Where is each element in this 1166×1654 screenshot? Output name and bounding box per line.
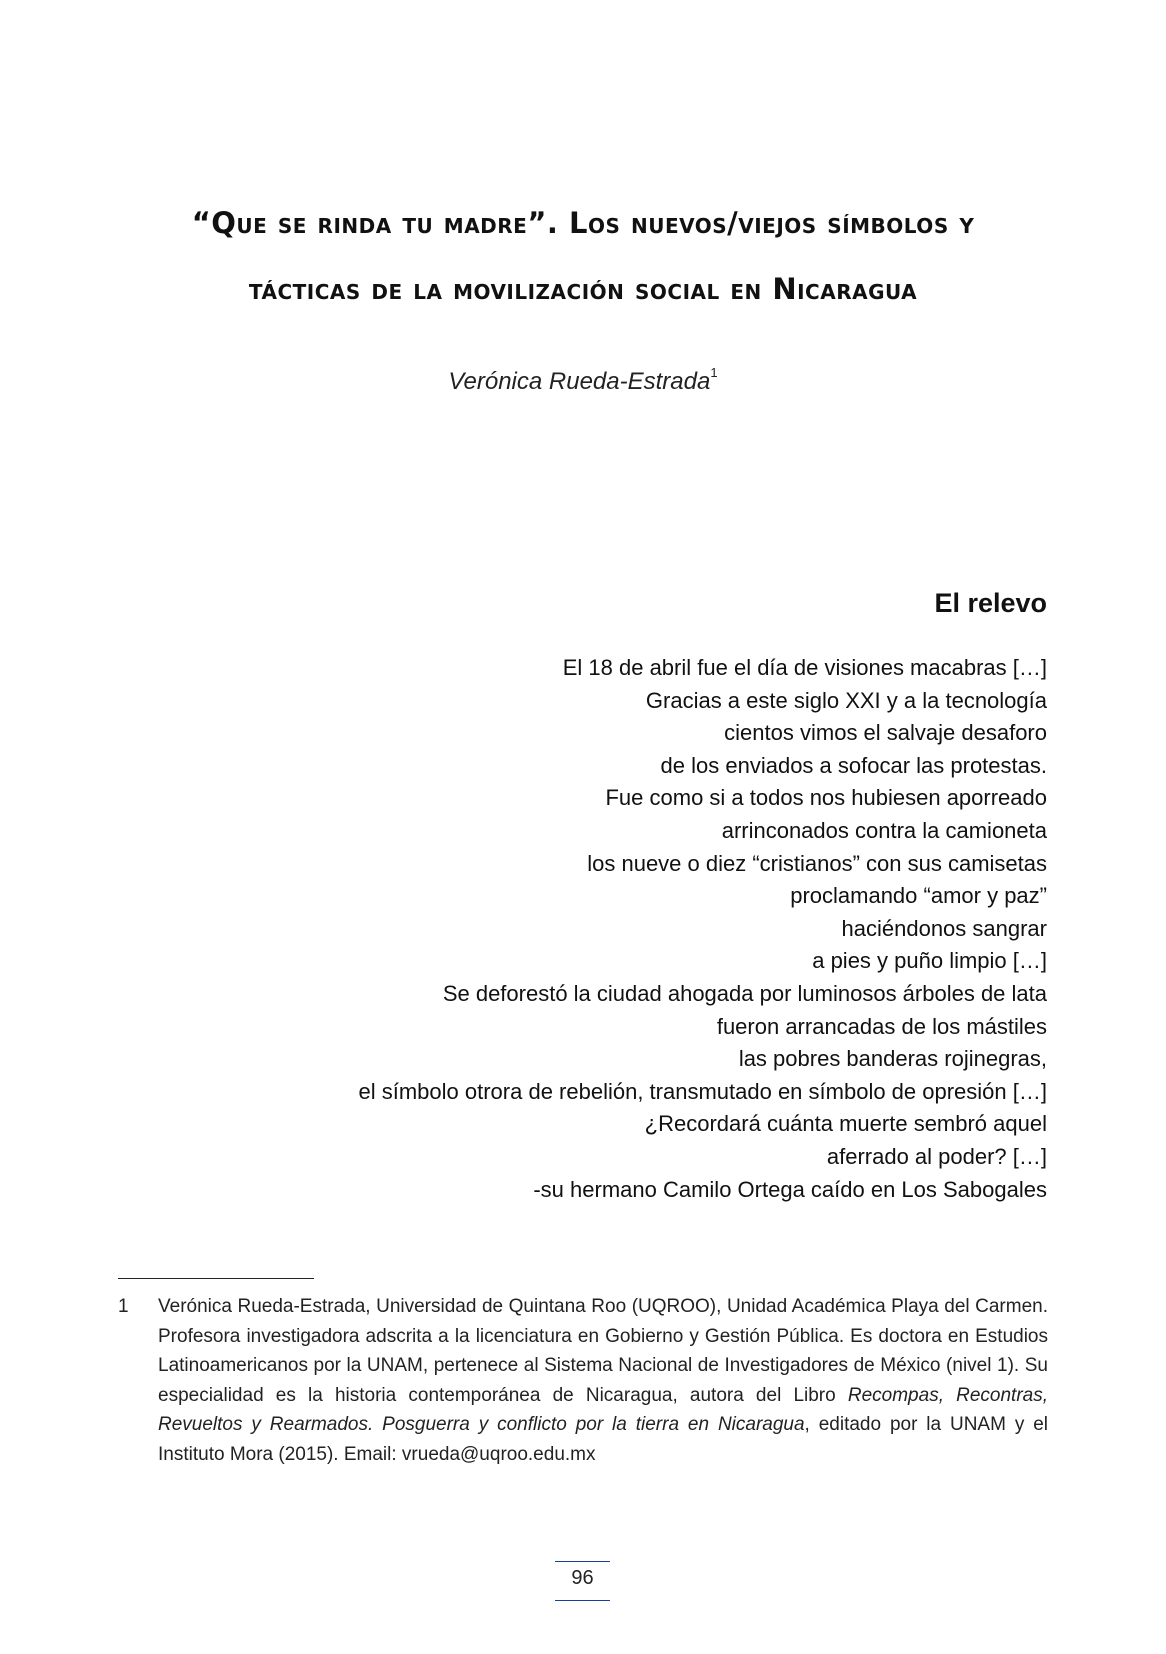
footnote-book-title: Recompas, Recontras, Revueltos y Rearmados. Posguerra y conflicto por la tierra en Nicaragua — [158, 1384, 1049, 1435]
article-title — [0, 190, 1166, 322]
poem-line: Se deforestó la ciudad ahogada por luminosos árboles de lata — [442, 980, 1047, 1006]
poem-line: Fue como si a todos nos hubiesen aporreado — [605, 785, 1047, 811]
poem-line: Gracias a este siglo XXI y a la tecnología — [645, 687, 1047, 713]
section-heading: El relevo — [934, 588, 1047, 618]
poem-line: cientos vimos el salvaje desaforo — [724, 720, 1047, 746]
author-footnote-ref[interactable]: 1 — [710, 365, 718, 380]
poem-line: fueron arrancadas de los mástiles — [716, 1013, 1047, 1039]
poem-line: El 18 de abril fue el día de visiones macabras […] — [562, 655, 1047, 680]
footnote-number: 1 — [118, 1296, 129, 1317]
poem-line: arrinconados contra la camioneta — [721, 817, 1047, 843]
page-number-rule-bottom — [555, 1600, 610, 1601]
footnote-divider — [118, 1278, 314, 1279]
title-line-2: tácticas de la movilización social en Nicaragua — [248, 272, 918, 306]
poem-line: haciéndonos sangrar — [841, 915, 1047, 941]
author-byline — [0, 365, 1166, 396]
footnote-text-part1: Verónica Rueda-Estrada, Universidad de Quintana Roo (UQROO), Unidad Académica Playa del Carmen. Profesora investigadora adscrita a la licenciatura en Gobierno y Gestión Pública. Es doctora en Estudios Latinoamericanos por la UNAM, pertenece al Sistema Nacional de Investigadores de México (nivel 1). Su especialidad es la historia contemporánea de Nicaragua, autora del Libro — [158, 1296, 1048, 1406]
poem-line: de los enviados a sofocar las protestas. — [660, 752, 1047, 778]
footnote-text-part2: , editado por la UNAM y el Instituto Mora (2015). Email: vrueda@uqroo.edu.mx — [158, 1414, 1048, 1465]
footnote-text — [158, 1292, 1048, 1469]
author-name: Verónica Rueda-Estrada — [448, 368, 711, 395]
poem-line: el símbolo otrora de rebelión, transmutado en símbolo de opresión […] — [358, 1078, 1047, 1104]
poem-epigraph — [359, 652, 1048, 1206]
poem-line: -su hermano Camilo Ortega caído en Los Sabogales — [533, 1176, 1047, 1202]
poem-line: ¿Recordará cuánta muerte sembró aquel — [644, 1111, 1047, 1137]
poem-line: proclamando “amor y paz” — [790, 883, 1047, 909]
page-number-rule-top — [555, 1561, 610, 1562]
poem-line: a pies y puño limpio […] — [812, 948, 1047, 974]
page-number: 96 — [571, 1567, 594, 1589]
poem-line: aferrado al poder? […] — [826, 1143, 1047, 1169]
title-line-1: “Que se rinda tu madre”. Los nuevos/viejos símbolos y — [191, 206, 975, 240]
poem-line: las pobres banderas rojinegras, — [738, 1046, 1047, 1072]
poem-line: los nueve o diez “cristianos” con sus camisetas — [587, 850, 1047, 876]
